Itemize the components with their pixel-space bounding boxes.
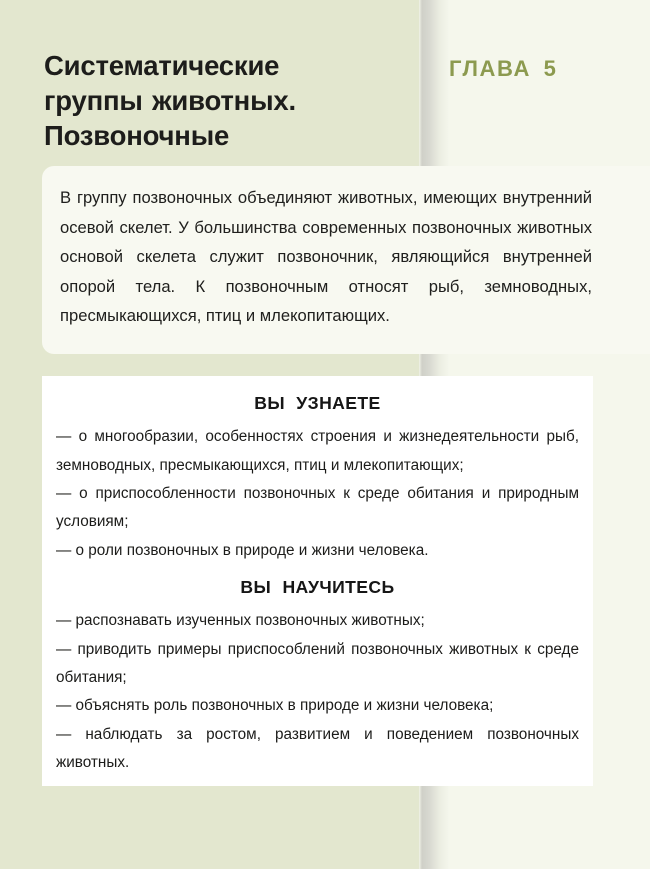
intro-paragraph: В группу позвоночных объединяют животных, имеющих внутренний осевой скелет. У большинства современных позвоночных животных основой скелета служит позвоночник, являющийся внутренней опорой тела. К позвоночным относят рыб, земноводных, пресмыкающихся, птиц и млекопитающих. (60, 188, 592, 326)
section-heading-you-will-be-able-to: ВЫ НАУЧИТЕСЬ (240, 577, 395, 598)
list-item: — приводить примеры приспособлений позвоночных животных к среде обитания; (56, 640, 579, 687)
you-will-learn-list (56, 423, 579, 565)
section-heading-you-will-learn: ВЫ УЗНАЕТЕ (254, 393, 381, 413)
chapter-number-label: ГЛАВА 5 (449, 56, 558, 81)
list-item: — о многообразии, особенностях строения и жизнедеятельности рыб, земноводных, пресмыкающихся, птиц и млекопитающих; (56, 428, 579, 474)
intro-definition-card (42, 166, 650, 354)
learning-objectives-card (42, 376, 593, 786)
page-title: Систематические группы животных. Позвоночные (44, 50, 296, 152)
list-item: — объяснять роль позвоночных в природе и жизни человека; (56, 697, 494, 715)
chapter-header (0, 0, 650, 160)
list-item: — о роли позвоночных в природе и жизни человека. (56, 541, 429, 559)
list-item: — наблюдать за ростом, развитием и поведением позвоночных животных. (56, 725, 579, 772)
list-item: — распознавать изученных позвоночных животных; (56, 612, 425, 630)
list-item: — о приспособленности позвоночных к среде обитания и природным условиям; (56, 484, 579, 531)
you-will-be-able-to-list (56, 607, 579, 777)
